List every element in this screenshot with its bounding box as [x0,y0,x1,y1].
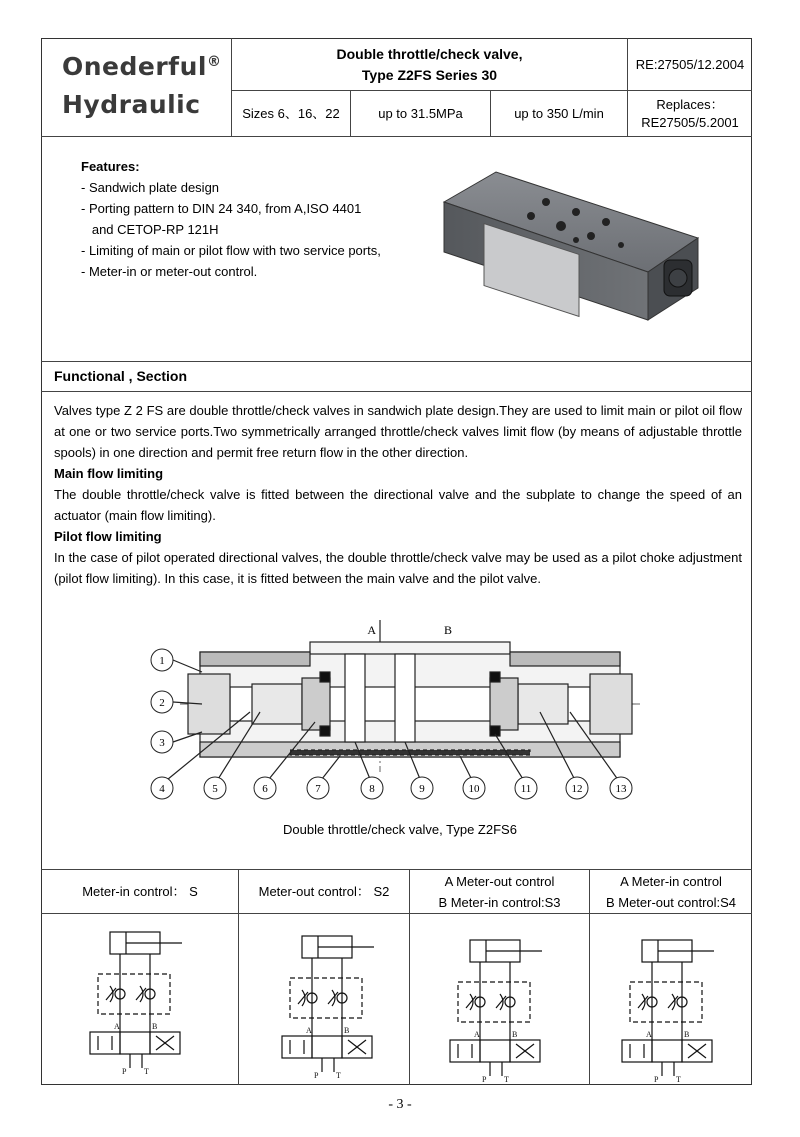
callout-number: 5 [212,783,218,795]
valve-position [622,1040,652,1062]
feature-item: and CETOP-RP 121H [81,222,219,237]
port-label: P [122,1067,127,1076]
symbol-s3 [446,936,546,1089]
valve-position [90,1032,120,1054]
main-flow-text: The double throttle/check valve is fitted between the directional valve and the subplate to change the speed of an actuator (main flow limiting). [54,487,742,523]
port-label: B [152,1022,158,1031]
valve-position [312,1036,342,1058]
callout-number: 2 [159,697,165,709]
port-label: B [684,1030,690,1039]
features-heading: Features: [81,159,140,174]
port-label: A [114,1022,120,1031]
replaces-label: Replaces： [656,96,724,112]
valve-position [480,1040,510,1062]
section-drawing [140,612,660,802]
logo-line1: Onederful [62,52,207,81]
pilot-flow-heading: Pilot flow limiting [54,529,162,544]
control-label: A Meter-out control [444,873,555,889]
title-line2: Type Z2FS Series 30 [361,66,498,83]
control-label: Meter-in control： S [82,884,198,899]
title-line1: Double throttle/check valve, [336,45,523,62]
control-header-s3 [410,870,589,913]
replaces [628,91,752,136]
document-title [232,39,627,90]
logo [62,52,221,81]
valve-photo [436,160,706,330]
logo-registered-mark: ® [206,54,222,70]
callout-number: 12 [571,783,583,795]
valve-position [652,1040,682,1062]
feature-item: - Porting pattern to DIN 24 340, from A,ISO 4401 [81,201,362,216]
port-label: T [336,1071,341,1080]
port-label: T [144,1067,149,1076]
pilot-flow-text: In the case of pilot operated directional valves, the double throttle/check valve may be used as a pilot choke adjustment (pilot flow limiting). In this case, it is fitted between the main valve and the pilot valve. [54,550,742,586]
callout-number: 8 [369,783,375,795]
port-a-label: A [367,623,376,637]
port-label: T [504,1075,509,1084]
table-rule [41,913,752,914]
control-header-s2 [239,870,409,913]
throttle-check-block [458,982,530,1022]
callout-number: 6 [262,783,268,795]
drawing-caption: Double throttle/check valve, Type Z2FS6 [283,822,517,837]
logo-line2: Hydraulic [62,90,201,119]
callout-number: 7 [315,783,321,795]
port-label: A [646,1030,652,1039]
header-bottom-rule [41,136,752,137]
port-label: P [482,1075,487,1084]
functional-description [54,400,742,589]
throttle-check-block [98,974,170,1014]
max-flow: up to 350 L/min [514,105,604,121]
control-label: B Meter-in control:S3 [438,894,561,910]
symbol-s2 [278,932,378,1085]
port-label: T [676,1075,681,1084]
control-header-s [42,870,238,913]
max-pressure: up to 31.5MPa [378,105,463,121]
symbol-s [86,928,186,1081]
valve-position [450,1040,480,1062]
sizes: Sizes 6、16、22 [242,105,340,121]
port-b-label: B [444,623,453,637]
callout-number: 13 [615,783,627,795]
functional-heading: Functional , Section [54,368,188,384]
feature-item: - Sandwich plate design [81,180,220,195]
valve-position [120,1032,150,1054]
throttle-check-block [630,982,702,1022]
control-header-s4 [590,870,752,913]
feature-item: - Meter-in or meter-out control. [81,264,258,279]
port-label: P [314,1071,319,1080]
section-rule [41,391,752,392]
control-label: B Meter-out control:S4 [605,894,737,910]
doc-reference: RE:27505/12.2004 [635,56,745,72]
throttle-check-block [290,978,362,1018]
main-flow-heading: Main flow limiting [54,466,164,481]
port-label: A [474,1030,480,1039]
callout-number: 9 [419,783,425,795]
section-rule [41,361,752,362]
feature-item: - Limiting of main or pilot flow with two service ports, [81,243,381,258]
port-label: A [306,1026,312,1035]
callout-number: 4 [159,783,165,795]
control-label: Meter-out control： S2 [258,884,390,899]
callout-number: 3 [159,737,165,749]
page-number: - 3 - [388,1097,412,1112]
callout-number: 10 [468,783,480,795]
port-label: B [344,1026,350,1035]
control-label: A Meter-in control [620,873,722,889]
features-list [81,156,421,282]
port-label: B [512,1030,518,1039]
intro-paragraph: Valves type Z 2 FS are double throttle/check valves in sandwich plate design.They are used to limit main or pilot oil flow at one or two service ports.Two symmetrically arranged throttle/check valves limit flow (by means of adjustable throttle spools) in one direction and permit free return flow in the other direction. [54,403,742,460]
symbol-s4 [618,936,718,1089]
callout-number: 1 [159,655,165,667]
callout-number: 11 [520,783,532,795]
replaces-ref: RE27505/5.2001 [641,114,739,130]
port-label: P [654,1075,659,1084]
valve-position [282,1036,312,1058]
